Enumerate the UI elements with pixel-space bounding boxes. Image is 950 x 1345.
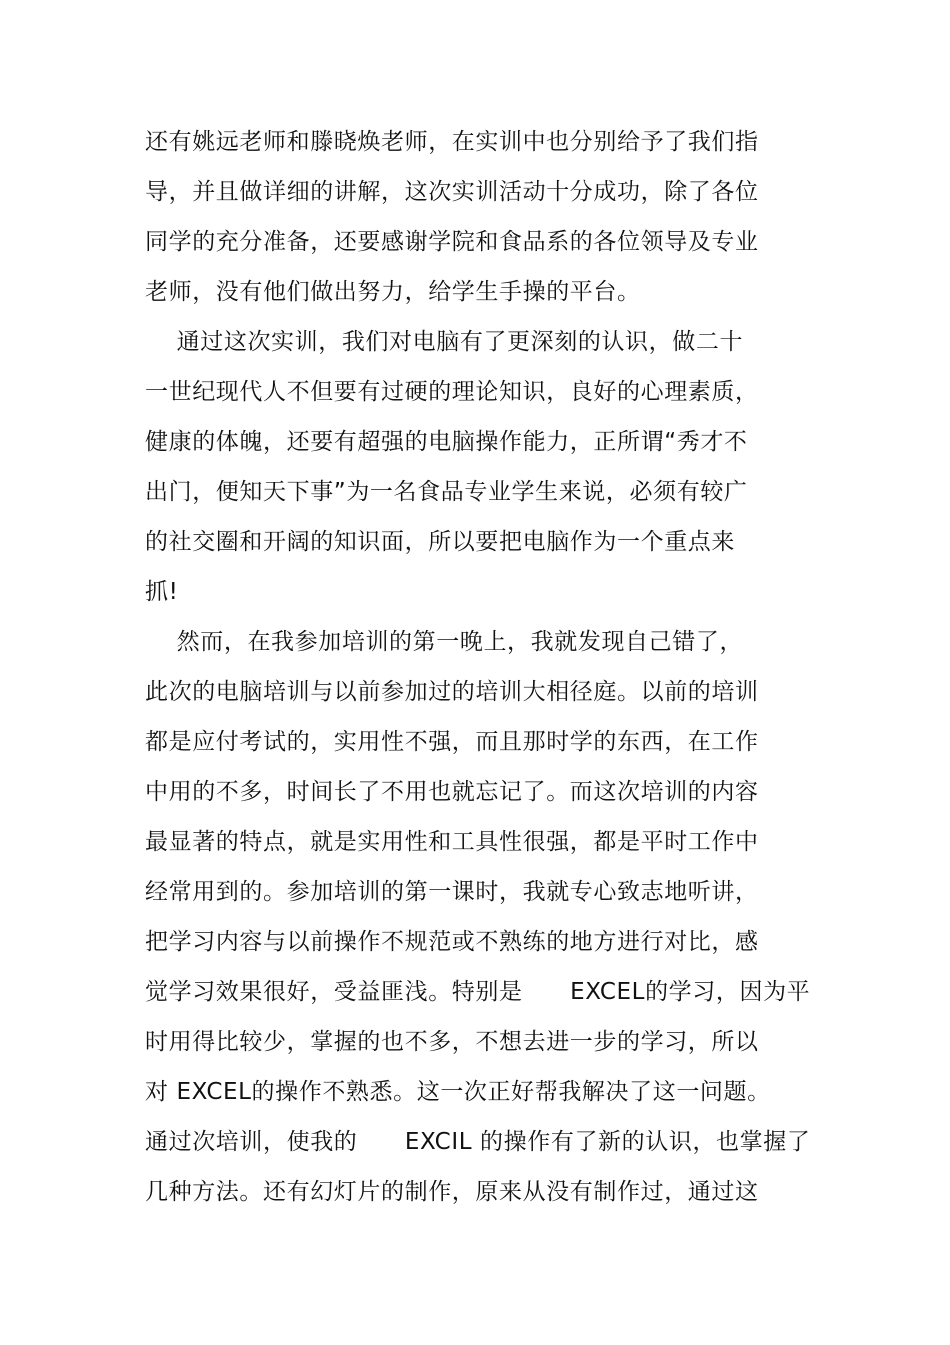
- text-line: 然而，在我参加培训的第一晚上，我就发现自己错了，: [145, 629, 744, 655]
- text-line: 时用得比较少，掌握的也不多，不想去进一步的学习，所以: [145, 1029, 759, 1055]
- text-line: 经常用到的。参加培训的第一课时，我就专心致志地听讲，: [145, 879, 759, 905]
- text-line: 还有姚远老师和滕晓焕老师，在实训中也分别给予了我们指: [145, 129, 759, 155]
- text-line: 对 EXCEL的操作不熟悉。这一次正好帮我解决了这一问题。: [145, 1079, 771, 1105]
- text-line: 同学的充分准备，还要感谢学院和食品系的各位领导及专业: [145, 229, 759, 255]
- text-line: 导，并且做详细的讲解，这次实训活动十分成功，除了各位: [145, 179, 759, 205]
- text-line: 一世纪现代人不但要有过硬的理论知识，良好的心理素质，: [145, 379, 759, 405]
- text-line: 抓!: [145, 579, 179, 605]
- text-line: 老师，没有他们做出努力，给学生手操的平台。: [145, 279, 641, 305]
- text-line: 健康的体魄，还要有超强的电脑操作能力，正所谓“秀才不: [145, 429, 748, 455]
- text-line: 通过这次实训，我们对电脑有了更深刻的认识，做二十: [145, 329, 744, 355]
- text-line: 的社交圈和开阔的知识面，所以要把电脑作为一个重点来: [145, 529, 735, 555]
- text-line: 中用的不多，时间长了不用也就忘记了。而这次培训的内容: [145, 779, 759, 805]
- text-line: 几种方法。还有幻灯片的制作，原来从没有制作过，通过这: [145, 1179, 759, 1205]
- text-line: 此次的电脑培训与以前参加过的培训大相径庭。以前的培训: [145, 679, 759, 705]
- text-line: 把学习内容与以前操作不规范或不熟练的地方进行对比，感: [145, 929, 759, 955]
- text-line: 觉学习效果很好，受益匪浅。特别是 EXCEL的学习，因为平: [145, 979, 811, 1005]
- text-line: 都是应付考试的，实用性不强，而且那时学的东西，在工作: [145, 729, 759, 755]
- text-line: 出门，便知天下事”为一名食品专业学生来说，必须有较广: [145, 479, 748, 505]
- text-line: 最显著的特点，就是实用性和工具性很强，都是平时工作中: [145, 829, 759, 855]
- text-line: 通过次培训，使我的 EXCIL 的操作有了新的认识，也掌握了: [145, 1129, 811, 1155]
